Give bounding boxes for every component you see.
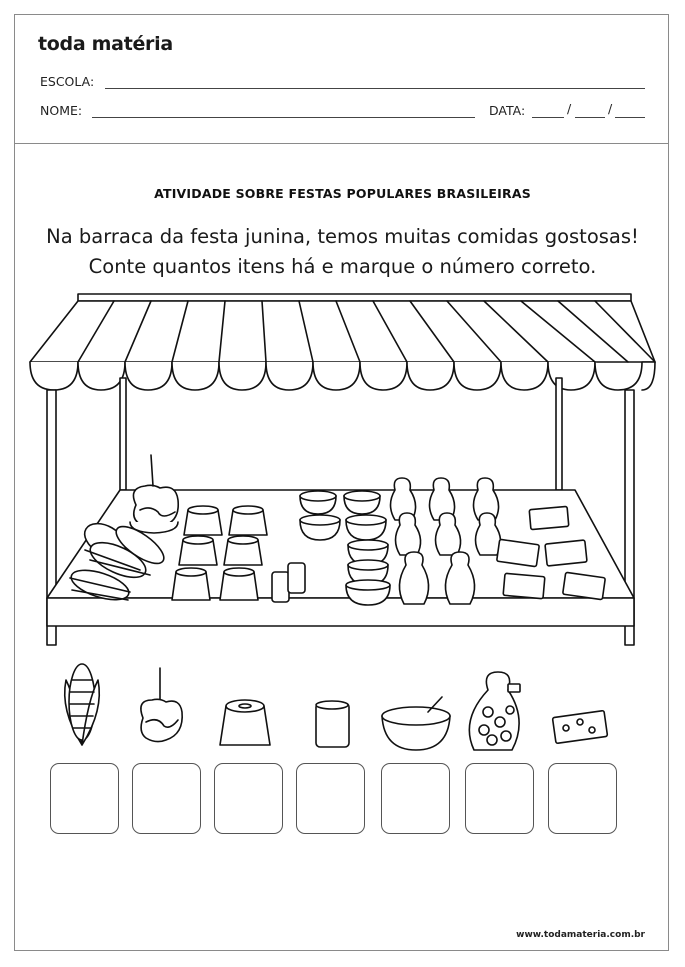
answer-box-corn[interactable] <box>50 763 119 834</box>
answer-box-pe-de-moleque[interactable] <box>548 763 617 834</box>
cake-icon <box>220 700 270 745</box>
cup-icon <box>316 701 349 747</box>
pe-de-moleque-icon <box>552 711 607 744</box>
instruction-line-2: Conte quantos itens há e marque o número correto. <box>88 255 597 278</box>
date-separator-2: / <box>608 101 613 116</box>
footer-website: www.todamateria.com.br <box>516 930 645 940</box>
bowl-icon <box>382 697 450 750</box>
instruction-line-1: Na barraca da festa junina, temos muitas comidas gostosas! <box>46 225 639 248</box>
activity-title: ATIVIDADE SOBRE FESTAS POPULARES BRASILEIRAS <box>154 186 531 201</box>
logo: toda matéria <box>38 33 173 55</box>
date-separator-1: / <box>567 101 572 116</box>
name-label: NOME: <box>40 103 83 118</box>
candy-apple-icon <box>141 668 182 742</box>
candy-apples <box>130 455 178 533</box>
answer-box-popcorn-bag[interactable] <box>465 763 534 834</box>
answer-box-cup[interactable] <box>296 763 365 834</box>
answer-box-cake[interactable] <box>214 763 283 834</box>
popcorn-bag-icon <box>469 672 520 750</box>
answer-box-candy-apple[interactable] <box>132 763 201 834</box>
awning <box>30 294 655 390</box>
answer-box-bowl[interactable] <box>381 763 450 834</box>
school-label: ESCOLA: <box>40 74 95 89</box>
date-label: DATA: <box>489 103 526 118</box>
corn-icon <box>65 664 100 745</box>
